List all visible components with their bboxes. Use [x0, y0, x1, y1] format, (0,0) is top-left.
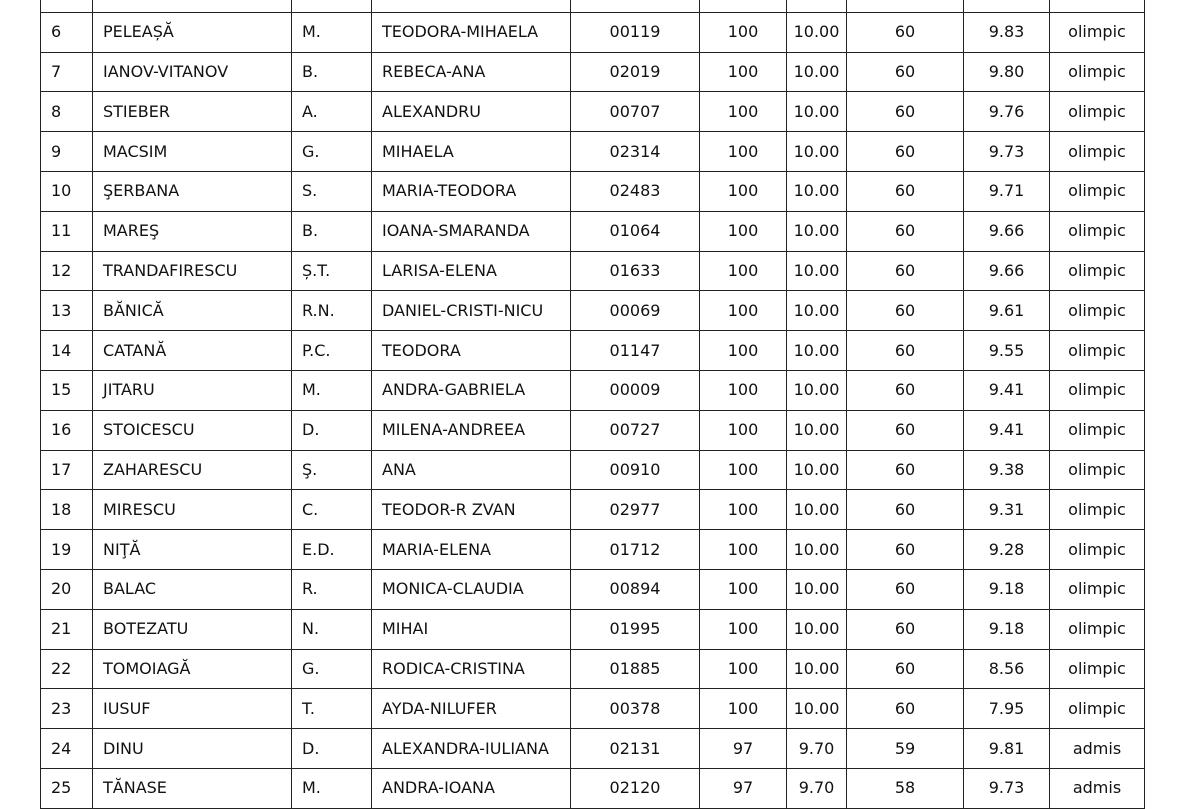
cell-initial: D. [292, 729, 372, 769]
cell-average: 9.80 [964, 52, 1050, 92]
cell-initial: B. [292, 52, 372, 92]
cell-first-name: IOANA-SMARANDA [372, 211, 571, 251]
table-row [41, 291, 1145, 331]
cell-status: olimpic [1050, 211, 1145, 251]
cell-score: 100 [700, 450, 787, 490]
cell-first-name: ANDRA-IOANA [372, 768, 571, 808]
cell-nr: 8 [41, 92, 93, 132]
cell-last-name [93, 0, 292, 12]
cell-grade: 10.00 [787, 450, 847, 490]
table-row [41, 689, 1145, 729]
cell-first-name: REBECA-ANA [372, 52, 571, 92]
cell-score-2: 58 [847, 768, 964, 808]
cell-score: 100 [700, 52, 787, 92]
cell-grade: 10.00 [787, 490, 847, 530]
cell-status: olimpic [1050, 490, 1145, 530]
cell-nr: 20 [41, 569, 93, 609]
cell-score: 100 [700, 490, 787, 530]
cell-code: 02483 [571, 171, 700, 211]
table-row [41, 490, 1145, 530]
cell-score: 100 [700, 370, 787, 410]
cell-code: 00119 [571, 12, 700, 52]
cell-grade: 10.00 [787, 211, 847, 251]
cell-first-name: MIHAELA [372, 132, 571, 172]
cell-score-2: 60 [847, 450, 964, 490]
cell-first-name: TEODOR-R ZVAN [372, 490, 571, 530]
cell-average: 9.28 [964, 530, 1050, 570]
cell-nr: 11 [41, 211, 93, 251]
cell-status: olimpic [1050, 450, 1145, 490]
cell-average: 9.73 [964, 768, 1050, 808]
cell-last-name: ZAHARESCU [93, 450, 292, 490]
cell-average: 9.66 [964, 251, 1050, 291]
cell-nr [41, 0, 93, 12]
cell-grade: 10.00 [787, 171, 847, 211]
cell-score: 100 [700, 171, 787, 211]
cell-first-name: MIHAI [372, 609, 571, 649]
cell-first-name: MONICA-CLAUDIA [372, 569, 571, 609]
cell-code [571, 0, 700, 12]
cell-average: 9.41 [964, 370, 1050, 410]
cell-status: olimpic [1050, 530, 1145, 570]
cell-status [1050, 0, 1145, 12]
cell-last-name: DINU [93, 729, 292, 769]
cell-score-2: 60 [847, 132, 964, 172]
cell-nr: 15 [41, 370, 93, 410]
table-row [41, 52, 1145, 92]
cell-last-name: BĂNICĂ [93, 291, 292, 331]
cell-first-name: RODICA-CRISTINA [372, 649, 571, 689]
cell-last-name: CATANĂ [93, 331, 292, 371]
cell-last-name: MACSIM [93, 132, 292, 172]
cell-grade: 10.00 [787, 132, 847, 172]
cell-initial: A. [292, 92, 372, 132]
cell-nr: 17 [41, 450, 93, 490]
cell-status: olimpic [1050, 410, 1145, 450]
cell-score: 100 [700, 689, 787, 729]
cell-code: 01995 [571, 609, 700, 649]
cell-score-2: 60 [847, 490, 964, 530]
cell-code: 00707 [571, 92, 700, 132]
results-sheet [40, 0, 1145, 809]
cell-grade: 10.00 [787, 52, 847, 92]
cell-score-2: 60 [847, 291, 964, 331]
cell-nr: 25 [41, 768, 93, 808]
cell-nr: 13 [41, 291, 93, 331]
table-row [41, 0, 1145, 12]
cell-status: olimpic [1050, 689, 1145, 729]
cell-score-2: 60 [847, 370, 964, 410]
cell-score-2: 60 [847, 251, 964, 291]
cell-status: olimpic [1050, 291, 1145, 331]
cell-status: olimpic [1050, 251, 1145, 291]
cell-code: 00378 [571, 689, 700, 729]
cell-initial: M. [292, 12, 372, 52]
cell-score: 97 [700, 729, 787, 769]
cell-code: 02019 [571, 52, 700, 92]
table-row [41, 251, 1145, 291]
cell-average: 9.81 [964, 729, 1050, 769]
cell-average: 9.18 [964, 569, 1050, 609]
cell-initial: M. [292, 768, 372, 808]
cell-grade: 10.00 [787, 291, 847, 331]
cell-last-name: NIŢĂ [93, 530, 292, 570]
table-row [41, 768, 1145, 808]
cell-last-name: PELEAȘĂ [93, 12, 292, 52]
cell-score-2: 60 [847, 649, 964, 689]
cell-code: 00727 [571, 410, 700, 450]
cell-grade: 10.00 [787, 92, 847, 132]
table-row [41, 609, 1145, 649]
cell-last-name: JITARU [93, 370, 292, 410]
cell-initial: M. [292, 370, 372, 410]
cell-average: 9.55 [964, 331, 1050, 371]
cell-nr: 10 [41, 171, 93, 211]
cell-last-name: TĂNASE [93, 768, 292, 808]
cell-first-name: AYDA-NILUFER [372, 689, 571, 729]
cell-status: olimpic [1050, 92, 1145, 132]
cell-initial: B. [292, 211, 372, 251]
cell-code: 01147 [571, 331, 700, 371]
cell-first-name: ANA [372, 450, 571, 490]
cell-grade: 10.00 [787, 530, 847, 570]
cell-last-name: ŞERBANA [93, 171, 292, 211]
cell-grade: 10.00 [787, 331, 847, 371]
cell-grade: 10.00 [787, 410, 847, 450]
cell-score: 100 [700, 410, 787, 450]
cell-nr: 19 [41, 530, 93, 570]
cell-nr: 22 [41, 649, 93, 689]
cell-initial: E.D. [292, 530, 372, 570]
cell-first-name: MARIA-TEODORA [372, 171, 571, 211]
cell-code: 00894 [571, 569, 700, 609]
cell-last-name: TRANDAFIRESCU [93, 251, 292, 291]
cell-grade: 9.70 [787, 729, 847, 769]
results-table [40, 0, 1145, 809]
cell-score-2: 60 [847, 52, 964, 92]
cell-initial: G. [292, 649, 372, 689]
cell-score: 100 [700, 331, 787, 371]
cell-last-name: MAREŞ [93, 211, 292, 251]
cell-nr: 14 [41, 331, 93, 371]
table-row [41, 211, 1145, 251]
cell-average: 9.18 [964, 609, 1050, 649]
cell-score: 100 [700, 132, 787, 172]
cell-first-name: MILENA-ANDREEA [372, 410, 571, 450]
cell-first-name [372, 0, 571, 12]
cell-average: 9.31 [964, 490, 1050, 530]
cell-score: 97 [700, 768, 787, 808]
cell-nr: 6 [41, 12, 93, 52]
cell-first-name: MARIA-ELENA [372, 530, 571, 570]
cell-status: admis [1050, 768, 1145, 808]
cell-first-name: LARISA-ELENA [372, 251, 571, 291]
cell-score-2: 60 [847, 12, 964, 52]
cell-last-name: STOICESCU [93, 410, 292, 450]
cell-code: 02977 [571, 490, 700, 530]
cell-last-name: IANOV-VITANOV [93, 52, 292, 92]
cell-first-name: ALEXANDRA-IULIANA [372, 729, 571, 769]
cell-average: 8.56 [964, 649, 1050, 689]
cell-score: 100 [700, 649, 787, 689]
cell-nr: 24 [41, 729, 93, 769]
cell-status: admis [1050, 729, 1145, 769]
cell-code: 00910 [571, 450, 700, 490]
cell-code: 01633 [571, 251, 700, 291]
cell-average: 9.38 [964, 450, 1050, 490]
cell-first-name: ANDRA-GABRIELA [372, 370, 571, 410]
cell-nr: 12 [41, 251, 93, 291]
table-row [41, 569, 1145, 609]
cell-last-name: IUSUF [93, 689, 292, 729]
cell-last-name: TOMOIAGĂ [93, 649, 292, 689]
cell-status: olimpic [1050, 370, 1145, 410]
cell-initial: S. [292, 171, 372, 211]
cell-initial: T. [292, 689, 372, 729]
cell-nr: 23 [41, 689, 93, 729]
cell-code: 02131 [571, 729, 700, 769]
cell-average: 9.41 [964, 410, 1050, 450]
cell-code: 02120 [571, 768, 700, 808]
cell-status: olimpic [1050, 569, 1145, 609]
cell-grade: 9.70 [787, 768, 847, 808]
cell-nr: 16 [41, 410, 93, 450]
cell-grade: 10.00 [787, 689, 847, 729]
table-body [41, 0, 1145, 808]
cell-first-name: DANIEL-CRISTI-NICU [372, 291, 571, 331]
cell-status: olimpic [1050, 52, 1145, 92]
table-row [41, 450, 1145, 490]
cell-initial: G. [292, 132, 372, 172]
cell-first-name: ALEXANDRU [372, 92, 571, 132]
cell-score: 100 [700, 569, 787, 609]
cell-initial: R. [292, 569, 372, 609]
cell-last-name: MIRESCU [93, 490, 292, 530]
cell-initial: R.N. [292, 291, 372, 331]
cell-score-2: 60 [847, 331, 964, 371]
cell-last-name: BOTEZATU [93, 609, 292, 649]
cell-grade: 10.00 [787, 251, 847, 291]
cell-score-2: 60 [847, 171, 964, 211]
cell-score-2: 60 [847, 530, 964, 570]
cell-score-2 [847, 0, 964, 12]
cell-score-2: 60 [847, 609, 964, 649]
cell-score-2: 60 [847, 211, 964, 251]
cell-initial: C. [292, 490, 372, 530]
cell-initial: Ș.T. [292, 251, 372, 291]
cell-initial: N. [292, 609, 372, 649]
cell-initial: D. [292, 410, 372, 450]
cell-average: 9.71 [964, 171, 1050, 211]
cell-average: 9.61 [964, 291, 1050, 331]
cell-score [700, 0, 787, 12]
cell-average: 7.95 [964, 689, 1050, 729]
table-row [41, 649, 1145, 689]
cell-first-name: TEODORA [372, 331, 571, 371]
cell-status: olimpic [1050, 132, 1145, 172]
cell-initial [292, 0, 372, 12]
cell-score: 100 [700, 12, 787, 52]
cell-last-name: STIEBER [93, 92, 292, 132]
cell-average: 9.76 [964, 92, 1050, 132]
cell-score-2: 60 [847, 689, 964, 729]
cell-average: 9.83 [964, 12, 1050, 52]
cell-grade: 10.00 [787, 12, 847, 52]
cell-first-name: TEODORA-MIHAELA [372, 12, 571, 52]
cell-score: 100 [700, 92, 787, 132]
cell-score: 100 [700, 251, 787, 291]
cell-status: olimpic [1050, 171, 1145, 211]
table-row [41, 370, 1145, 410]
cell-grade: 10.00 [787, 649, 847, 689]
table-row [41, 132, 1145, 172]
cell-nr: 18 [41, 490, 93, 530]
cell-score: 100 [700, 609, 787, 649]
table-row [41, 331, 1145, 371]
cell-score-2: 60 [847, 410, 964, 450]
cell-grade: 10.00 [787, 609, 847, 649]
cell-grade: 10.00 [787, 370, 847, 410]
table-row [41, 530, 1145, 570]
cell-nr: 7 [41, 52, 93, 92]
cell-initial: Ş. [292, 450, 372, 490]
cell-initial: P.C. [292, 331, 372, 371]
cell-grade [787, 0, 847, 12]
cell-average: 9.73 [964, 132, 1050, 172]
table-row [41, 12, 1145, 52]
cell-code: 00069 [571, 291, 700, 331]
cell-status: olimpic [1050, 331, 1145, 371]
cell-average [964, 0, 1050, 12]
cell-code: 01885 [571, 649, 700, 689]
cell-average: 9.66 [964, 211, 1050, 251]
cell-score: 100 [700, 211, 787, 251]
table-row [41, 410, 1145, 450]
cell-score-2: 60 [847, 92, 964, 132]
cell-score: 100 [700, 530, 787, 570]
cell-grade: 10.00 [787, 569, 847, 609]
table-row [41, 92, 1145, 132]
cell-code: 02314 [571, 132, 700, 172]
cell-code: 01712 [571, 530, 700, 570]
cell-last-name: BALAC [93, 569, 292, 609]
cell-code: 00009 [571, 370, 700, 410]
cell-score: 100 [700, 291, 787, 331]
cell-score-2: 59 [847, 729, 964, 769]
cell-score-2: 60 [847, 569, 964, 609]
cell-nr: 21 [41, 609, 93, 649]
cell-code: 01064 [571, 211, 700, 251]
cell-status: olimpic [1050, 649, 1145, 689]
cell-nr: 9 [41, 132, 93, 172]
table-row [41, 729, 1145, 769]
cell-status: olimpic [1050, 12, 1145, 52]
table-row [41, 171, 1145, 211]
cell-status: olimpic [1050, 609, 1145, 649]
